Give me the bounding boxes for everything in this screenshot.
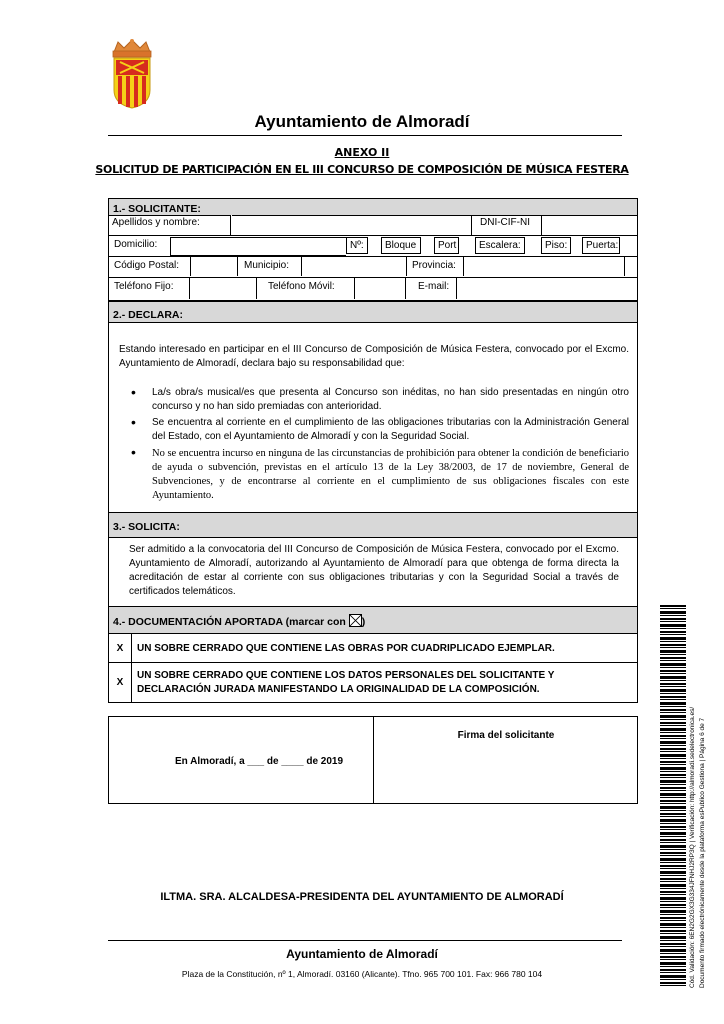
telefono-fijo-field[interactable] [189,278,257,299]
portal-field[interactable] [460,237,475,254]
footer-address: Plaza de la Constitución, nº 1, Almoradí. 03160 (Alicante). Tfno. 965 700 101. Fax: 966 780 104 [181,969,543,979]
doc-row [108,662,638,703]
declara-item: Se encuentra al corriente en el cumplimiento de las obligaciones tributarias con la Administración General del Estado, con el Ayuntamiento de Almoradí y con la Seguridad Social. [152,417,629,442]
bullet-icon: • [131,384,136,400]
section-solicitante [108,198,638,301]
addressee: ILTMA. SRA. ALCALDESA-PRESIDENTA DEL AYUNTAMIENTO DE ALMORADÍ [160,891,564,903]
telefono-movil-field[interactable] [354,278,406,299]
signature-area[interactable] [379,747,629,797]
bullet-icon: • [131,414,136,430]
barcode [660,605,686,988]
label-puerta: Puerta: [582,237,620,254]
signature-label: Firma del solicitante [457,730,555,741]
doc-row [108,633,638,663]
label-email: E-mail: [418,281,450,292]
label-municipio: Municipio: [244,260,290,271]
annex-label: ANEXO II [334,146,390,159]
section-heading: 3.- SOLICITA: [108,512,638,538]
codigo-postal-field[interactable] [190,257,238,276]
label-portal: Port [434,237,459,254]
form-title: SOLICITUD DE PARTICIPACIÓN EN EL III CONCURSO DE COMPOSICIÓN DE MÚSICA FESTERA [95,163,629,176]
solicita-text: Ser admitido a la convocatoria del III Concurso de Composición de Música Festera, convocado por el Excmo. Ayuntamiento de Almoradí, autorizando al Ayuntamiento de Almoradí para que obtenga de forma directa la acreditación de estar al corriente con sus obligaciones tributarias y con la Seguridad Social a través de certificados telemáticos. [129,544,619,597]
signature-platform-note: Documento firmado electrónicamente desde la plataforma esPublico Gestiona | Página 6 de 7 [699,717,706,988]
domicilio-field[interactable] [170,237,346,256]
numero-field[interactable] [369,237,381,254]
section-declara [108,322,638,513]
bloque-field[interactable] [422,237,434,254]
dni-field[interactable] [541,215,638,236]
doc-checkbox[interactable]: X [116,677,124,688]
label-dni: DNI-CIF-NI [471,215,541,235]
section-heading [108,606,638,634]
label-domicilio: Domicilio: [114,239,158,250]
municipio-field[interactable] [301,257,407,276]
label-apellidos: Apellidos y nombre: [109,215,231,235]
label-codigo-postal: Código Postal: [114,260,180,271]
piso-field[interactable] [572,237,582,254]
doc-item-text: UN SOBRE CERRADO QUE CONTIENE LOS DATOS PERSONALES DEL SOLICITANTE Y DECLARACIÓN JURADA MANIFESTANDO LA ORIGINALIDAD DE LA COMPOSICIÓN. [137,670,555,695]
provincia-field[interactable] [463,257,625,276]
checkbox-x-icon [349,614,362,627]
email-field[interactable] [456,278,638,299]
declara-item: No se encuentra incurso en ninguna de las circunstancias de prohibición para obtener la condición de beneficiario de ayuda o subvención, previstas en el artículo 13 de la Ley 38/2003, de 17 de noviembre, General de Subvenciones, y de encontrarse al corriente en el cumplimiento de sus obligaciones fiscales con este Ayuntamiento. [152,448,629,501]
doc-item-text: UN SOBRE CERRADO QUE CONTIENE LAS OBRAS POR CUADRIPLICADO EJEMPLAR. [137,643,555,654]
declara-item: La/s obra/s musical/es que presenta al Concurso son inéditas, no han sido presentadas en ningún otro concurso y no han sido premiadas con anterioridad. [152,387,629,412]
puerta-field[interactable] [621,237,635,254]
footer-divider [108,940,622,941]
date-line: En Almoradí, a ___ de ____ de 2019 [175,756,344,767]
coat-of-arms-logo [108,38,156,110]
section-heading: 1.- SOLICITANTE: [109,199,637,215]
label-escalera: Escalera: [475,237,525,254]
label-telefono-movil: Teléfono Móvil: [268,281,335,292]
organization-title: Ayuntamiento de Almoradí [254,112,470,131]
escalera-field[interactable] [526,237,541,254]
doc-checkbox[interactable]: X [116,643,124,654]
section4-heading-text: 4.- DOCUMENTACIÓN APORTADA (marcar con [113,616,346,628]
bullet-icon: • [131,444,136,460]
label-numero: Nº: [346,237,368,254]
section4-heading-close: ) [361,616,366,628]
footer-organization: Ayuntamiento de Almoradí [286,947,438,961]
section-solicita [108,537,638,607]
label-telefono-fijo: Teléfono Fijo: [114,281,174,292]
label-bloque: Bloque [381,237,421,254]
header-divider [108,135,622,136]
label-piso: Piso: [541,237,571,254]
section-heading: 2.- DECLARA: [108,301,638,323]
label-provincia: Provincia: [412,260,456,271]
signature-box [108,716,638,804]
validation-code: Cód. Validación: 6EN2G2GX3G334JFNHJ2RP3Q | Verificación: http://almoradi.sedelectronica.es/ [689,706,696,988]
declara-intro: Estando interesado en participar en el III Concurso de Composición de Música Festera, convocado por el Excmo. Ayuntamiento de Almoradí, declara bajo su responsabilidad que: [119,344,629,369]
